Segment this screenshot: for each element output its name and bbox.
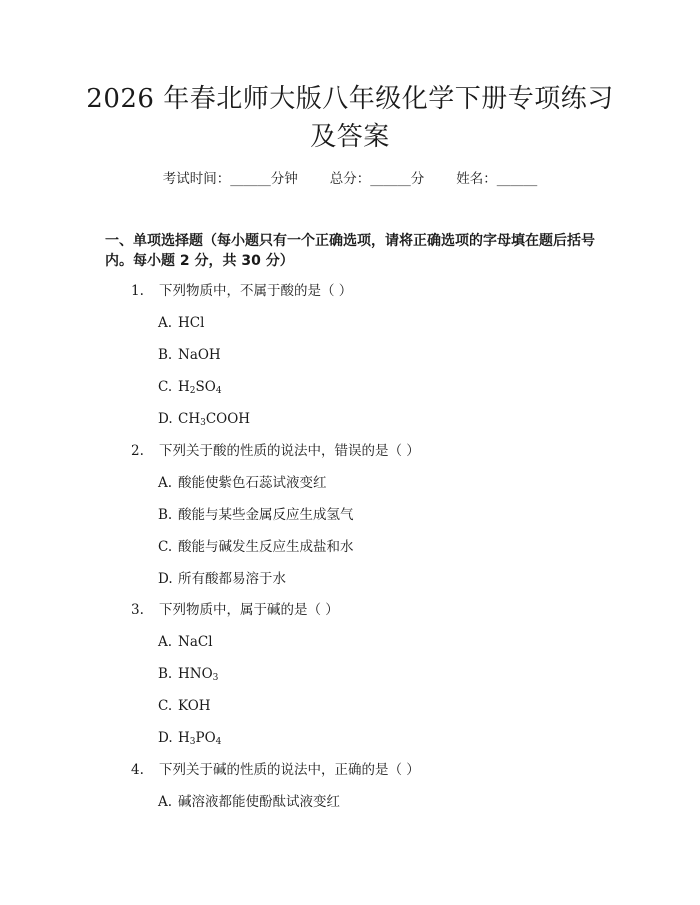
- question-number: 3.: [131, 602, 144, 618]
- option-formula: $HNO_3$: [178, 666, 219, 683]
- option-text: 酸能与某些金属反应生成氢气: [178, 507, 354, 523]
- exam-info-row: [0, 170, 700, 188]
- option-text: 所有酸都易溶于水: [178, 571, 286, 587]
- page-title-line-1: 2026 年春北师大版八年级化学下册专项练习: [86, 84, 614, 114]
- page-title-line-2: 及答案: [310, 122, 390, 152]
- option-letter: B.: [158, 666, 173, 682]
- q1-option-b: [158, 346, 221, 364]
- option-text: 碱溶液都能使酚酞试液变红: [178, 794, 340, 810]
- question-number: 2.: [131, 443, 144, 459]
- question-number: 4.: [131, 762, 144, 778]
- q1-option-d: [158, 410, 250, 428]
- q1-option-c: [158, 378, 222, 396]
- option-text: 酸能与碱发生反应生成盐和水: [178, 539, 354, 555]
- section-heading-line-1: 一、单项选择题（每小题只有一个正确选项，请将正确选项的字母填在题后括号: [105, 233, 595, 249]
- option-letter: A.: [158, 794, 173, 810]
- option-text: HCl: [178, 315, 205, 331]
- option-letter: A.: [158, 634, 173, 650]
- q2-option-c: [158, 538, 354, 556]
- question-2: [131, 442, 420, 460]
- section-heading-line-2: 内。每小题 2 分，共 30 分）: [105, 253, 294, 269]
- option-letter: C.: [158, 698, 173, 714]
- option-text: NaOH: [178, 347, 221, 363]
- q4-option-a: [158, 793, 340, 811]
- option-text: NaCl: [178, 634, 213, 650]
- question-1: [131, 282, 352, 300]
- option-letter: D.: [158, 411, 173, 427]
- q2-option-b: [158, 506, 354, 524]
- q3-option-a: [158, 633, 213, 651]
- option-letter: A.: [158, 475, 173, 491]
- question-number: 1.: [131, 283, 144, 299]
- question-text: 下列物质中，不属于酸的是（ ）: [159, 283, 353, 299]
- q2-option-d: [158, 570, 286, 588]
- option-letter: D.: [158, 730, 173, 746]
- option-letter: B.: [158, 507, 173, 523]
- q1-option-a: [158, 314, 204, 332]
- student-name-field: 姓名：______: [456, 171, 538, 187]
- option-formula: $H_2SO_4$: [178, 379, 222, 396]
- total-score-field: 总分：______分: [329, 171, 425, 187]
- option-formula: $CH_3COOH$: [178, 411, 251, 428]
- q2-option-a: [158, 474, 327, 492]
- option-text: KOH: [178, 698, 211, 714]
- question-text: 下列物质中，属于碱的是（ ）: [159, 602, 339, 618]
- option-letter: D.: [158, 571, 173, 587]
- question-text: 下列关于酸的性质的说法中，错误的是（ ）: [159, 443, 420, 459]
- option-letter: B.: [158, 347, 173, 363]
- option-letter: A.: [158, 315, 173, 331]
- option-text: 酸能使紫色石蕊试液变红: [178, 475, 327, 491]
- q3-option-c: [158, 697, 211, 715]
- option-letter: C.: [158, 539, 173, 555]
- question-text: 下列关于碱的性质的说法中，正确的是（ ）: [159, 762, 420, 778]
- option-letter: C.: [158, 379, 173, 395]
- option-formula: $H_3PO_4$: [178, 730, 222, 747]
- q3-option-d: [158, 729, 221, 747]
- question-3: [131, 601, 339, 619]
- question-4: [131, 761, 420, 779]
- q3-option-b: [158, 665, 218, 683]
- exam-time-field: 考试时间：______分钟: [162, 171, 298, 187]
